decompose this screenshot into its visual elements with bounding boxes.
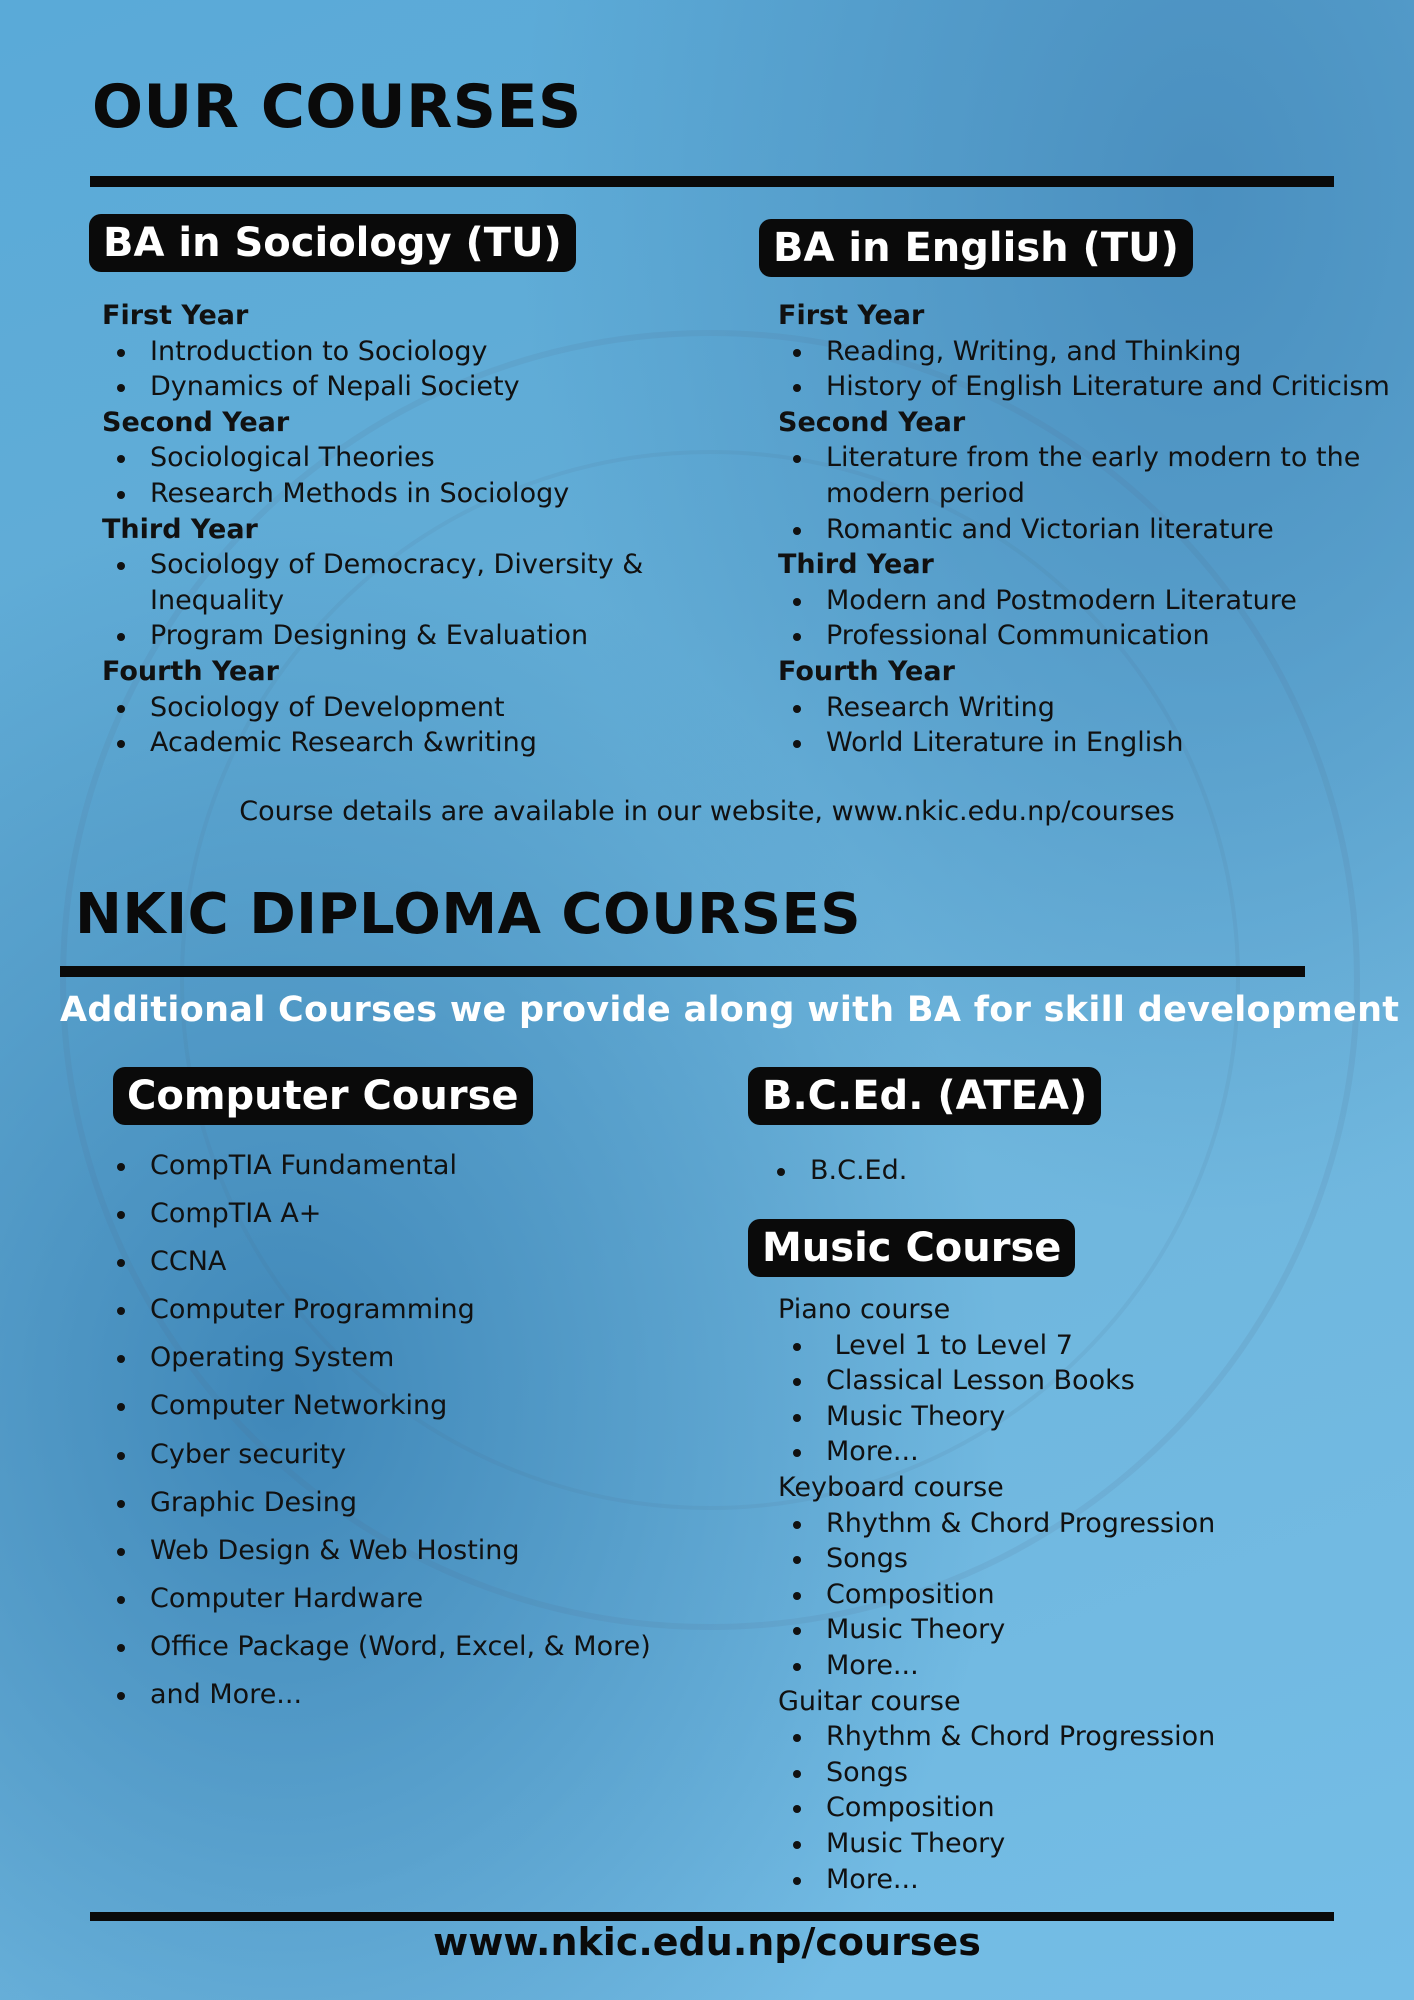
group-label: Keyboard course <box>778 1471 1004 1503</box>
computer-course-list <box>102 1148 702 1725</box>
list-item: Professional Communication <box>778 618 1398 654</box>
website-note: Course details are available in our website, www.nkic.edu.np/courses <box>239 796 1175 827</box>
list-item: Computer Programming <box>102 1292 702 1328</box>
list-item: Operating System <box>102 1340 702 1376</box>
list-item: Music Theory <box>778 1826 1378 1862</box>
list-item: Introduction to Sociology <box>102 334 702 370</box>
list-item: Composition <box>778 1577 1378 1613</box>
list-item: Office Package (Word, Excel, & More) <box>102 1629 702 1665</box>
list-item: Graphic Desing <box>102 1485 702 1521</box>
list-item: Music Theory <box>778 1612 1378 1648</box>
list-item: Literature from the early modern to the modern period <box>778 440 1398 511</box>
list-item: Sociology of Democracy, Diversity & Inequality <box>102 547 702 618</box>
year-label: Second Year <box>778 406 966 438</box>
list-item: Sociology of Development <box>102 690 702 726</box>
list-item: Rhythm & Chord Progression <box>778 1719 1378 1755</box>
year-label: Fourth Year <box>102 655 279 687</box>
page-title: OUR COURSES <box>92 72 582 142</box>
computer-course-heading: Computer Course <box>113 1067 533 1125</box>
list-item: Classical Lesson Books <box>778 1363 1378 1399</box>
list-item: Computer Hardware <box>102 1581 702 1617</box>
music-course-heading: Music Course <box>748 1219 1075 1277</box>
year-label: Third Year <box>778 549 934 581</box>
year-label: Second Year <box>102 406 290 438</box>
bced-list <box>762 1153 1362 1189</box>
list-item: More... <box>778 1862 1378 1898</box>
list-item: Cyber security <box>102 1437 702 1473</box>
list-item: More... <box>778 1434 1378 1470</box>
year-label: Fourth Year <box>778 655 955 687</box>
group-label: Piano course <box>778 1294 951 1325</box>
list-item: More... <box>778 1648 1378 1684</box>
list-item: Level 1 to Level 7 <box>778 1328 1378 1364</box>
list-item: Computer Networking <box>102 1388 702 1424</box>
english-course-list <box>778 298 1398 761</box>
list-item: Program Designing & Evaluation <box>102 618 702 654</box>
diploma-divider <box>60 966 1305 977</box>
bced-heading: B.C.Ed. (ATEA) <box>748 1067 1101 1125</box>
list-item: Songs <box>778 1755 1378 1791</box>
list-item: CompTIA A+ <box>102 1196 702 1232</box>
list-item: Romantic and Victorian literature <box>778 512 1398 548</box>
list-item: History of English Literature and Criticism <box>778 369 1398 405</box>
list-item: CompTIA Fundamental <box>102 1148 702 1184</box>
diploma-subtitle: Additional Courses we provide along with BA for skill development <box>60 990 1400 1030</box>
sociology-heading: BA in Sociology (TU) <box>89 214 576 272</box>
group-label: Guitar course <box>778 1685 961 1717</box>
year-label: First Year <box>778 300 925 331</box>
list-item: CCNA <box>102 1244 702 1280</box>
list-item: Modern and Postmodern Literature <box>778 583 1398 619</box>
diploma-title: NKIC DIPLOMA COURSES <box>75 882 862 947</box>
list-item: and More... <box>102 1677 702 1713</box>
footer-website-url: www.nkic.edu.np/courses <box>433 1920 981 1964</box>
list-item: B.C.Ed. <box>762 1153 1362 1189</box>
list-item: Songs <box>778 1541 1378 1577</box>
list-item: Dynamics of Nepali Society <box>102 369 702 405</box>
title-divider <box>90 176 1334 187</box>
english-heading: BA in English (TU) <box>759 219 1193 277</box>
list-item: Rhythm & Chord Progression <box>778 1506 1378 1542</box>
year-label: Third Year <box>102 513 258 545</box>
list-item: Academic Research &writing <box>102 725 702 761</box>
list-item: Music Theory <box>778 1399 1378 1435</box>
list-item: Composition <box>778 1790 1378 1826</box>
list-item: Web Design & Web Hosting <box>102 1533 702 1569</box>
list-item: Research Methods in Sociology <box>102 476 702 512</box>
year-label: First Year <box>102 300 249 331</box>
sociology-course-list <box>102 298 702 761</box>
list-item: Sociological Theories <box>102 440 702 476</box>
music-course-list <box>778 1292 1378 1897</box>
list-item: Reading, Writing, and Thinking <box>778 334 1398 370</box>
list-item: Research Writing <box>778 690 1398 726</box>
list-item: World Literature in English <box>778 725 1398 761</box>
